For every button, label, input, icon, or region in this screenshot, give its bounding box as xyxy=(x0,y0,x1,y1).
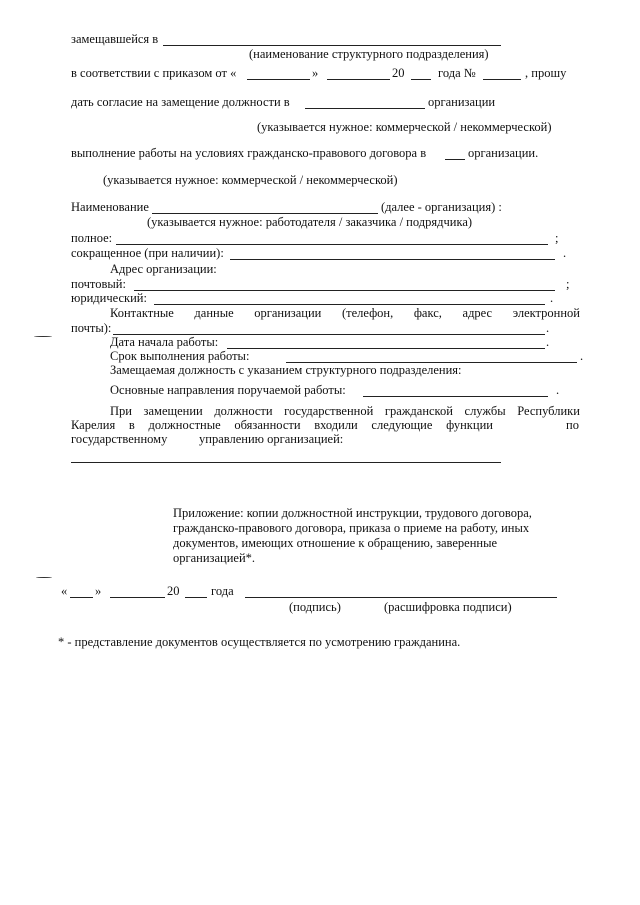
directions-blank[interactable] xyxy=(363,396,548,397)
functions-word: Карелия xyxy=(71,418,116,432)
sign-year-prefix: 20 xyxy=(167,584,180,598)
sign-day-blank[interactable] xyxy=(70,597,93,598)
full-name-blank[interactable] xyxy=(116,244,548,245)
sign-year-suffix: года xyxy=(211,584,234,598)
org-type-blank[interactable] xyxy=(305,108,425,109)
functions-word: следующие xyxy=(371,418,433,432)
margin-pen-mark xyxy=(36,577,52,578)
legal-address-blank[interactable] xyxy=(154,304,545,305)
term-end: . xyxy=(580,349,584,363)
contacts-word: адрес xyxy=(462,306,493,320)
line-structural-unit-label: замещавшейся в xyxy=(71,32,159,46)
org-role-hint: (указывается нужное: работодателя / заказчика / подрядчика) xyxy=(147,215,473,229)
functions-line-1 xyxy=(110,404,580,419)
org-name-blank[interactable] xyxy=(152,213,378,214)
functions-word: гражданской xyxy=(384,404,453,418)
start-date-label: Дата начала работы: xyxy=(110,335,219,349)
org-type-hint: (указывается нужное: коммерческой / некоммерческой) xyxy=(257,120,552,134)
contract-line-prefix: выполнение работы на условиях гражданско-правового договора в xyxy=(71,146,427,160)
functions-word: входили xyxy=(314,418,358,432)
order-year-blank[interactable] xyxy=(411,79,431,80)
order-number-label: года № xyxy=(438,66,476,80)
contract-org-type-hint: (указывается нужное: коммерческой / некоммерческой) xyxy=(103,173,398,187)
functions-word: в xyxy=(128,418,135,432)
contacts-end: . xyxy=(546,321,550,335)
directions-end: . xyxy=(556,383,560,397)
order-year-prefix: 20 xyxy=(392,66,405,80)
contacts-word: организации xyxy=(254,306,322,320)
order-number-blank[interactable] xyxy=(483,79,521,80)
legal-address-end: . xyxy=(550,291,554,305)
attachment-line: гражданско-правового договора, приказа о приеме на работу, иных xyxy=(173,521,530,535)
functions-word: должностные xyxy=(148,418,221,432)
functions-word: государственной xyxy=(284,404,374,418)
functions-word: Республики xyxy=(517,404,580,418)
signature-hint: (подпись) xyxy=(289,600,341,614)
full-name-end: ; xyxy=(555,231,559,245)
postal-address-blank[interactable] xyxy=(134,290,555,291)
org-address-label: Адрес организации: xyxy=(110,262,217,276)
signature-blank[interactable] xyxy=(245,597,557,598)
order-day-close-quote: » xyxy=(312,66,319,80)
postal-address-end: ; xyxy=(566,277,570,291)
org-name-label: Наименование xyxy=(71,200,149,214)
org-name-suffix: (далее - организация) : xyxy=(381,200,502,214)
functions-line-2 xyxy=(71,418,493,433)
functions-word: замещении xyxy=(143,404,203,418)
contacts-continuation: почты): xyxy=(71,321,112,335)
footnote: * - представление документов осуществляется по усмотрению гражданина. xyxy=(58,635,461,649)
contacts-line xyxy=(110,306,580,321)
contacts-word: факс, xyxy=(413,306,442,320)
functions-line-2-end: по xyxy=(566,418,579,432)
contacts-word: данные xyxy=(194,306,234,320)
sign-year-blank[interactable] xyxy=(185,597,207,598)
functions-word: службы xyxy=(464,404,506,418)
short-name-end: . xyxy=(563,246,567,260)
functions-line-3-a: государственному xyxy=(71,432,168,446)
contract-org-type-blank[interactable] xyxy=(445,159,465,160)
consent-line-prefix: дать согласие на замещение должности в xyxy=(71,95,290,109)
start-date-blank[interactable] xyxy=(227,348,545,349)
contacts-word: (телефон, xyxy=(341,306,394,320)
functions-blank[interactable] xyxy=(71,462,501,463)
structural-unit-blank[interactable] xyxy=(163,45,501,46)
legal-address-label: юридический: xyxy=(71,291,147,305)
functions-word: обязанности xyxy=(234,418,301,432)
attachment-line: Приложение: копии должностной инструкции, трудового договора, xyxy=(173,506,532,520)
order-line-prefix: в соответствии с приказом от « xyxy=(71,66,237,80)
functions-word: При xyxy=(110,404,132,418)
order-month-blank[interactable] xyxy=(327,79,390,80)
contacts-word: электронной xyxy=(512,306,580,320)
consent-line-suffix: организации xyxy=(428,95,496,109)
signature-decode-hint: (расшифровка подписи) xyxy=(384,600,512,614)
short-name-label: сокращенное (при наличии): xyxy=(71,246,224,260)
sign-date-close-quote: » xyxy=(95,584,102,598)
short-name-blank[interactable] xyxy=(230,259,555,260)
sign-date-open-quote: « xyxy=(61,584,68,598)
contract-line-suffix: организации. xyxy=(468,146,539,160)
sign-month-blank[interactable] xyxy=(110,597,165,598)
term-label: Срок выполнения работы: xyxy=(110,349,250,363)
position-label: Замещаемая должность с указанием структурного подразделения: xyxy=(110,363,462,377)
functions-word: функции xyxy=(446,418,493,432)
attachment-line: организацией*. xyxy=(173,551,256,565)
attachment-line: документов, имеющих отношение к обращению, заверенные xyxy=(173,536,498,550)
directions-label: Основные направления поручаемой работы: xyxy=(110,383,346,397)
functions-line-3-b: управлению организацией: xyxy=(199,432,344,446)
start-date-end: . xyxy=(546,335,550,349)
postal-address-label: почтовый: xyxy=(71,277,126,291)
order-day-blank[interactable] xyxy=(247,79,310,80)
contacts-word: Контактные xyxy=(110,306,174,320)
order-request-suffix: , прошу xyxy=(525,66,567,80)
functions-word: должности xyxy=(214,404,273,418)
full-name-label: полное: xyxy=(71,231,113,245)
margin-pen-mark xyxy=(34,336,52,337)
structural-unit-hint: (наименование структурного подразделения) xyxy=(249,47,489,61)
